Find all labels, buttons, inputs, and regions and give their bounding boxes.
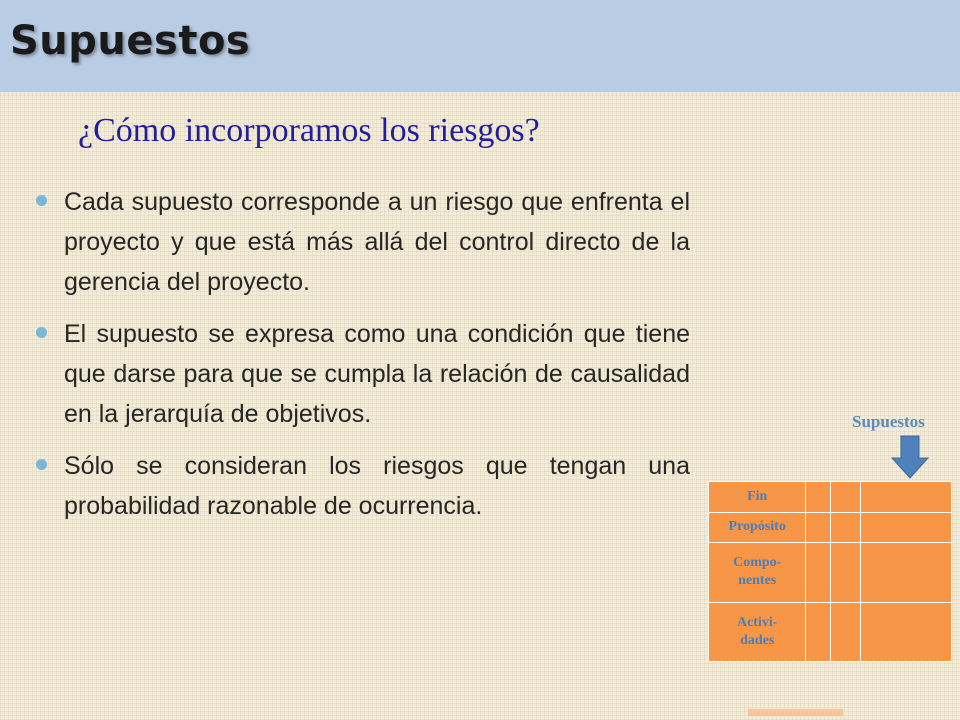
- matrix-cell-supuestos: [860, 482, 951, 513]
- bullet-dot-icon: [36, 327, 47, 338]
- matrix-cell: [806, 482, 831, 513]
- bullet-item: [36, 314, 690, 434]
- matrix-cell-supuestos: [860, 543, 951, 602]
- matrix-cell: [831, 482, 860, 513]
- matrix-row-label: Compo- nentes: [709, 543, 806, 602]
- supuestos-column-label: Supuestos: [852, 412, 925, 431]
- matrix-row-label: Activi- dades: [709, 602, 806, 661]
- slide-title: Supuestos: [10, 18, 251, 64]
- matrix-row-label: Propósito: [709, 512, 806, 543]
- title-bar: [0, 0, 960, 92]
- bullet-item: [36, 182, 690, 302]
- matrix-row: [709, 512, 952, 543]
- bullet-text: Cada supuesto corresponde a un riesgo que enfrenta el proyecto y que está más allá del control directo de la gerencia del proyecto.: [64, 188, 690, 296]
- slide-subtitle: ¿Cómo incorporamos los riesgos?: [78, 112, 540, 149]
- matrix-row-label: Fin: [709, 482, 806, 513]
- bullet-list: [36, 182, 690, 538]
- matrix-cell: [806, 602, 831, 661]
- matrix-cell: [831, 602, 860, 661]
- bullet-dot-icon: [36, 195, 47, 206]
- matrix-cell: [831, 543, 860, 602]
- matrix-cell: [806, 543, 831, 602]
- bullet-text: El supuesto se expresa como una condición que tiene que darse para que se cumpla la relación de causalidad en la jerarquía de objetivos.: [64, 320, 690, 428]
- bullet-item: [36, 446, 690, 526]
- matrix-cell: [806, 512, 831, 543]
- bullet-text: Sólo se consideran los riesgos que tengan una probabilidad razonable de ocurrencia.: [64, 452, 690, 520]
- matrix-row: [709, 482, 952, 513]
- matrix-row: [709, 602, 952, 661]
- logframe-matrix: [708, 481, 952, 662]
- matrix-cell: [831, 512, 860, 543]
- matrix-row: [709, 543, 952, 602]
- footer-decoration: [748, 709, 843, 716]
- matrix-cell-supuestos: [860, 602, 951, 661]
- matrix-cell-supuestos: [860, 512, 951, 543]
- down-arrow-icon: [890, 434, 930, 480]
- bullet-dot-icon: [36, 459, 47, 470]
